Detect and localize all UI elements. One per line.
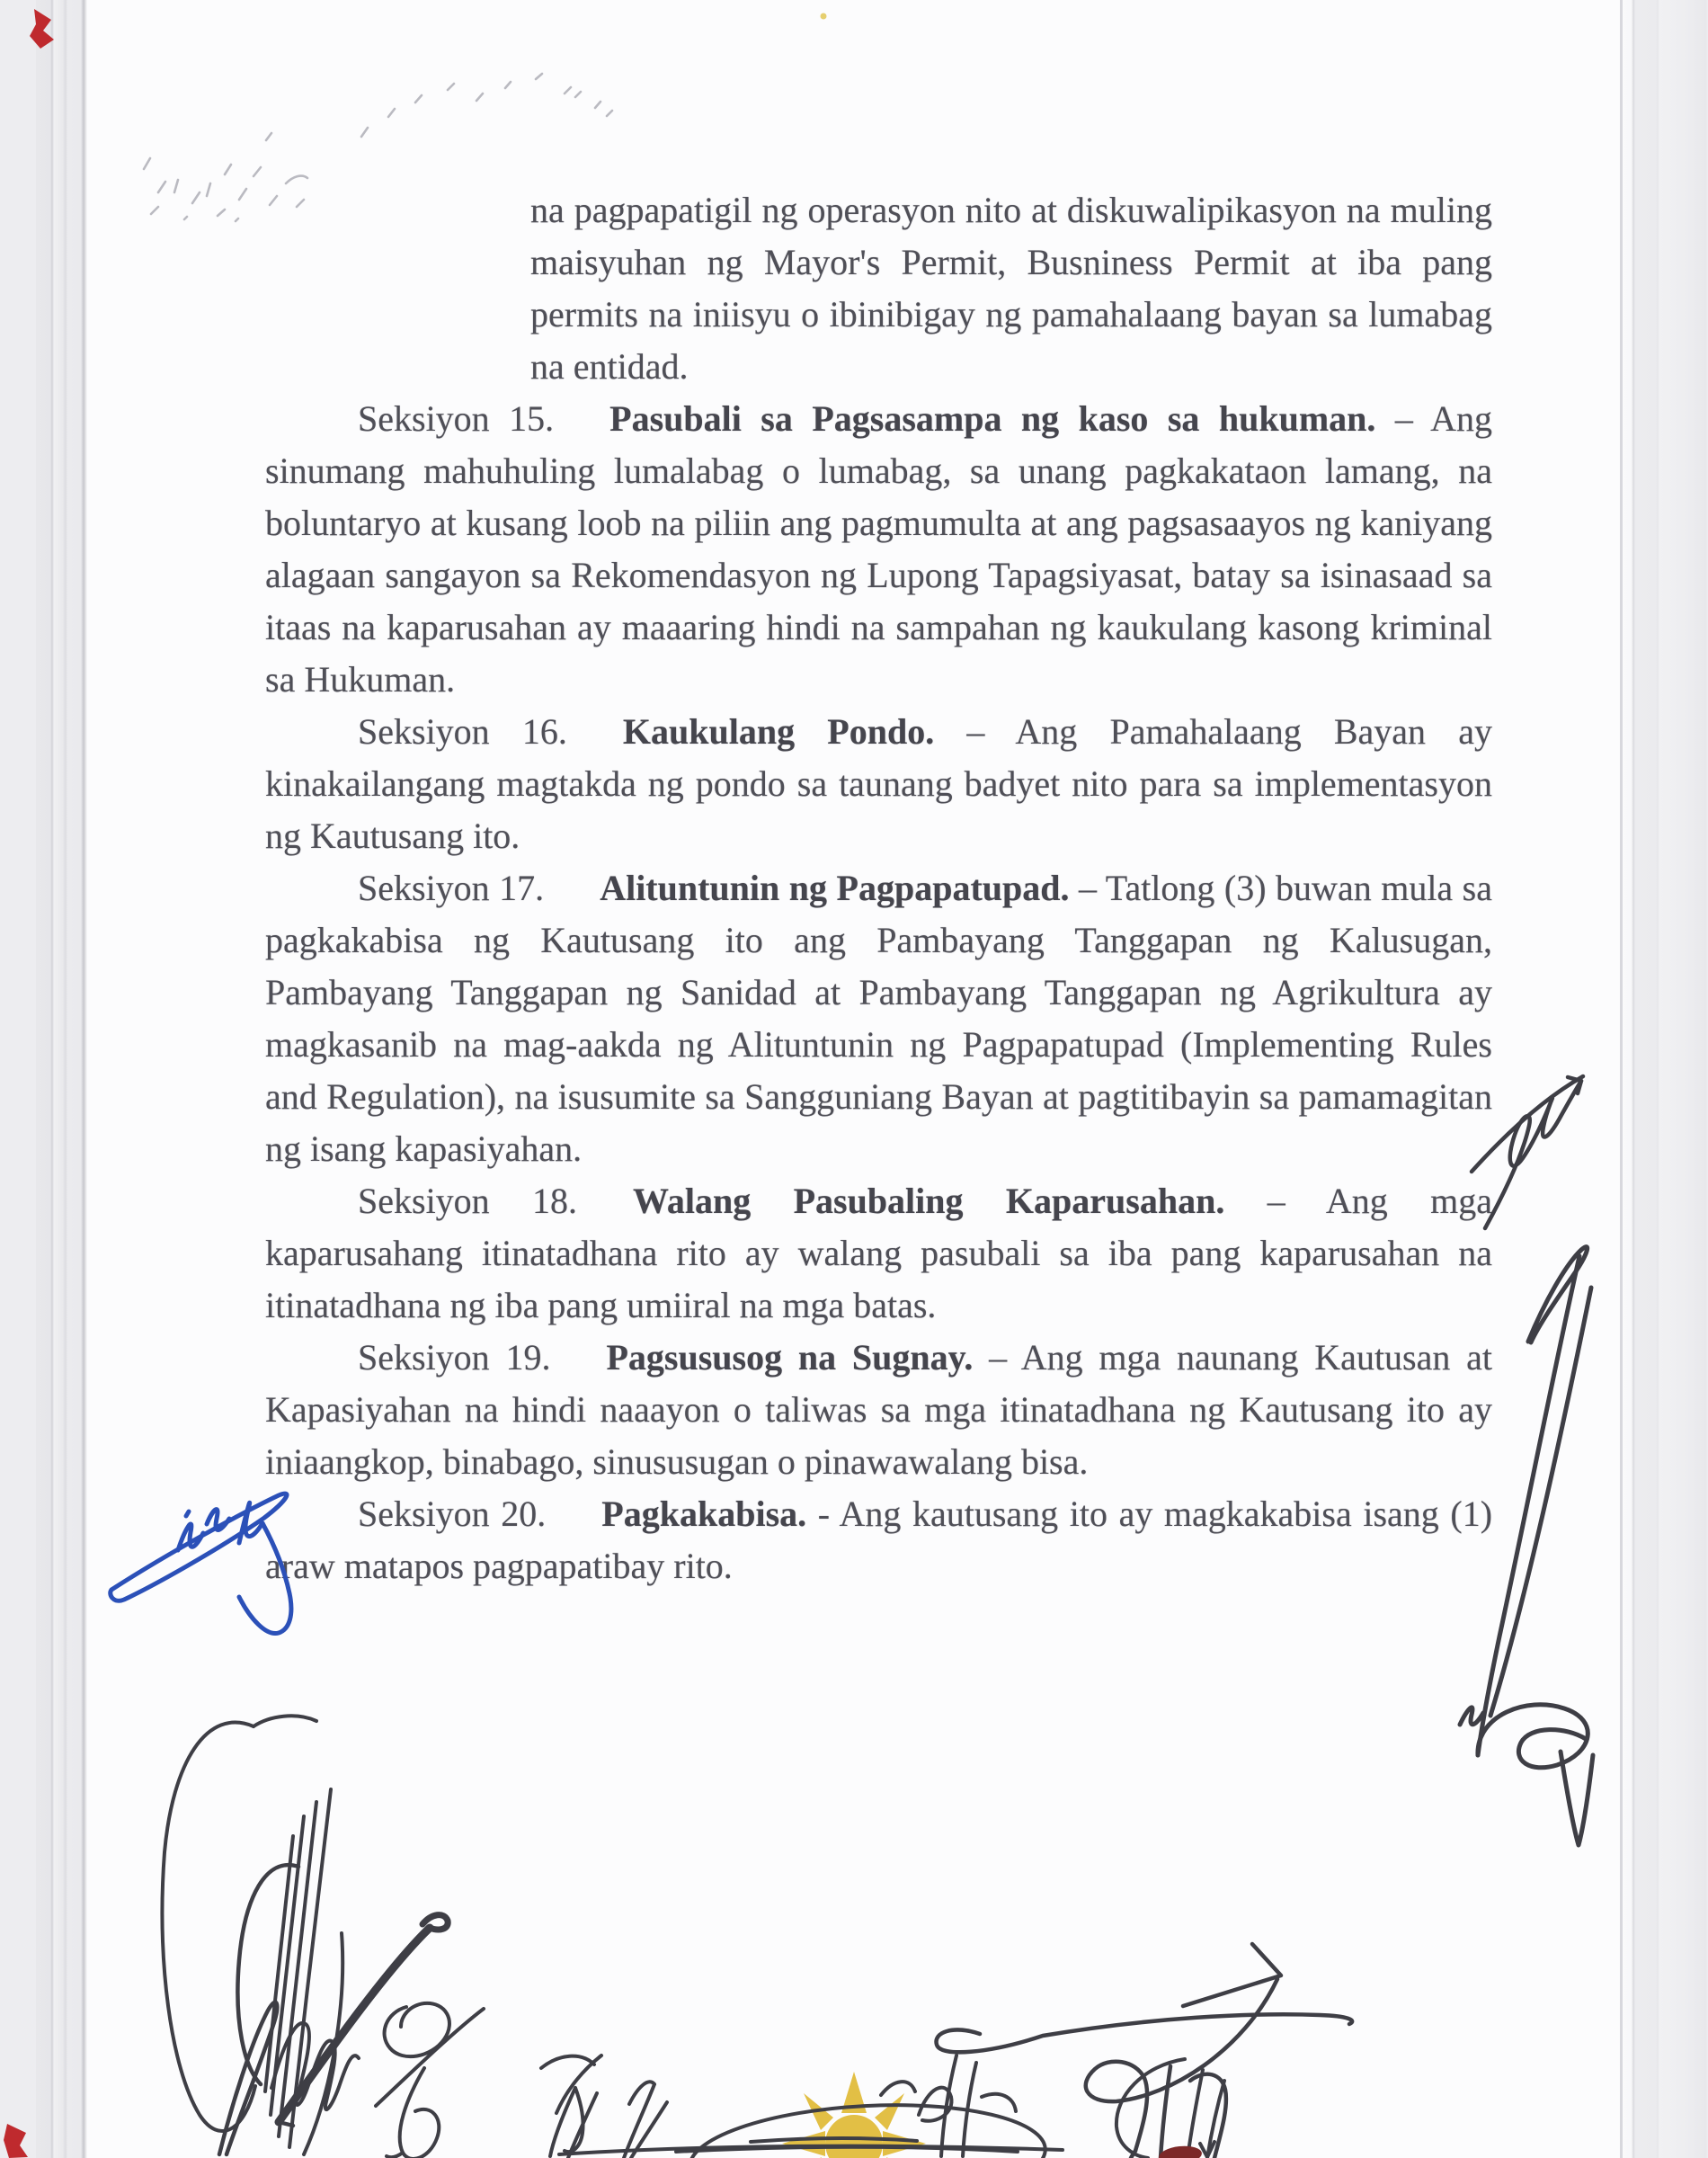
section-15 bbox=[265, 393, 1492, 706]
section-title: Walang Pasubaling Kaparusahan. bbox=[633, 1181, 1225, 1221]
signature-bottom-2 bbox=[219, 1865, 448, 2154]
dash: – bbox=[989, 1337, 1008, 1378]
sun-emblem-icon bbox=[782, 2072, 926, 2158]
section-label: Seksiyon 15. bbox=[358, 398, 555, 439]
signature-bottom-3 bbox=[376, 2003, 484, 2158]
section-body: Tatlong (3) buwan mula sa pagkakabisa ng Kautusang ito ang Pambayang Tanggapan ng Kalusugan, Pambayang Tanggapan ng Sanidad at Pambayang Tanggapan ng Agrikultura ay magkasanib na mag-aakda ng Alituntunin ng Pagpapatupad (Implementing Rules and Regulation), na isusumite sa Sangguniang Bayan at pagtitibayin sa pamamagitan ng isang kapasiyahan. bbox=[265, 868, 1492, 1169]
section-label: Seksiyon 16. bbox=[358, 711, 567, 752]
dash: – bbox=[1267, 1181, 1285, 1221]
section-18 bbox=[265, 1175, 1492, 1332]
ordinance-text-block bbox=[265, 184, 1492, 1592]
section-body: Ang kautusang ito ay magkakabisa isang (1) araw matapos pagpapatibay rito. bbox=[265, 1494, 1493, 1586]
signature-bottom-6 bbox=[1116, 2059, 1224, 2158]
section-title: Pasubali sa Pagsasampa ng kaso sa hukuman. bbox=[609, 398, 1376, 439]
section-title: Pagkakabisa. bbox=[601, 1494, 807, 1534]
dash: – bbox=[1394, 398, 1413, 439]
section-20 bbox=[265, 1488, 1492, 1592]
section-body: Ang Pamahalaang Bayan ay kinakailangang magtakda ng pondo sa taunang badyet nito para sa implementasyon ng Kautusang ito. bbox=[265, 711, 1493, 856]
dash: - bbox=[817, 1494, 831, 1534]
scanner-edge-band-right bbox=[1620, 0, 1708, 2158]
section-label: Seksiyon 17. bbox=[358, 868, 545, 908]
section-title: Kaukulang Pondo. bbox=[622, 711, 935, 752]
signature-bottom-1 bbox=[163, 1716, 359, 2154]
section-body: Ang sinumang mahuhuling lumalabag o lumabag, sa unang pagkakataon lamang, na boluntaryo at kusang loob na piliin ang pagmumulta at ang pagsasaayos ng kaniyang alagaan sangayon sa Rekomendasyon ng Lupong Tapagsiyasat, batay sa isinasaad sa itaas na kaparusahan ay maaaring hindi na sampahan ng kaukulang kasong kriminal sa Hukuman. bbox=[265, 398, 1493, 700]
section-title: Alituntunin ng Pagpapatupad. bbox=[600, 868, 1070, 908]
section-label: Seksiyon 18. bbox=[358, 1181, 578, 1221]
scanner-edge-band-left bbox=[0, 0, 87, 2158]
yellow-speck bbox=[821, 13, 827, 20]
signature-bottom-5 bbox=[937, 1944, 1353, 2158]
signature-left-margin-blue bbox=[111, 1494, 291, 1633]
section-17 bbox=[265, 862, 1492, 1175]
section-body: Ang mga kaparusahang itinatadhana rito ay walang pasubali sa iba pang kaparusahan na itinatadhana ng iba pang umiiral na mga batas. bbox=[265, 1181, 1492, 1325]
dash: – bbox=[1079, 868, 1098, 908]
section-title: Pagsususog na Sugnay. bbox=[606, 1337, 974, 1378]
section-19 bbox=[265, 1332, 1492, 1488]
section-body: Ang mga naunang Kautusan at Kapasiyahan na hindi naaayon o taliwas sa mga itinatadhana ng Kautusang ito ay iniaangkop, binabago, sinususugan o pinawawalang bisa. bbox=[265, 1337, 1493, 1482]
dash: – bbox=[966, 711, 985, 752]
section-label: Seksiyon 20. bbox=[358, 1494, 547, 1534]
red-seal-blob bbox=[1158, 2145, 1203, 2158]
section-label: Seksiyon 19. bbox=[358, 1337, 551, 1378]
signature-bottom-4 bbox=[541, 2055, 667, 2158]
section-16 bbox=[265, 706, 1492, 862]
signature-over-sun bbox=[559, 2055, 1063, 2158]
paragraph-intro: na pagpapatigil ng operasyon nito at diskuwalipikasyon na muling maisyuhan ng Mayor's Permit, Busniness Permit at iba pang permits na iniisyu o ibinibigay ng pamahalaang bayan sa lumabag na entidad. bbox=[530, 190, 1492, 387]
